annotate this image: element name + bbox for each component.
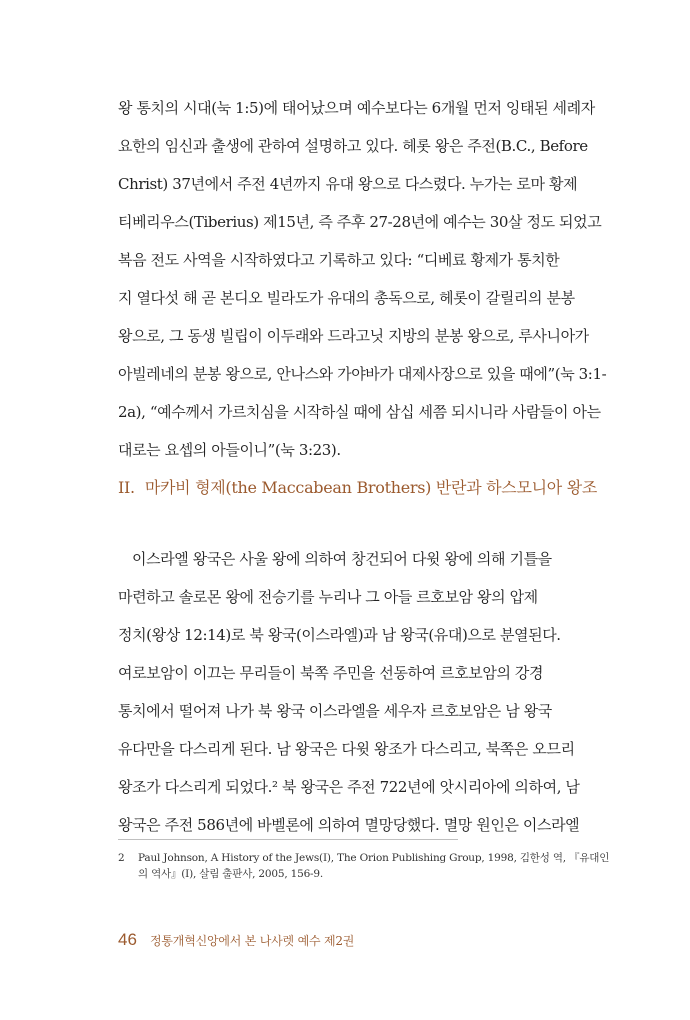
paragraph-line: 왕조가 다스리게 되었다.² 북 왕국은 주전 722년에 앗시리아에 의하여, 남: [118, 778, 580, 796]
section-number: II.: [118, 478, 135, 497]
paragraph-line: 왕국은 주전 586년에 바벨론에 의하여 멸망당했다. 멸망 원인은 이스라엘: [118, 816, 580, 834]
section-title: 마카비 형제(the Maccabean Brothers) 반란과 하스모니아 왕조: [144, 478, 598, 497]
paragraph-line: 마련하고 솔로몬 왕에 전승기를 누리나 그 아들 르호보암 왕의 압제: [118, 588, 538, 606]
paragraph-line: 여로보암이 이끄는 무리들이 북쪽 주민을 선동하여 르호보암의 강경: [118, 664, 544, 682]
paragraph-line: 티베리우스(Tiberius) 제15년, 즉 주후 27-28년에 예수는 30살 정도 되었고: [118, 213, 602, 231]
paragraph-line: 요한의 임신과 출생에 관하여 설명하고 있다. 헤롯 왕은 주전(B.C., Before: [118, 137, 588, 155]
paragraph-line: 이스라엘 왕국은 사울 왕에 의하여 창건되어 다윗 왕에 의해 기틀을: [132, 550, 552, 568]
page-footer: [118, 930, 354, 950]
footnote-divider: [118, 839, 458, 840]
paragraph-line: 대로는 요셉의 아들이니”(눅 3:23).: [118, 441, 341, 459]
paragraph-line: 왕 통치의 시대(눅 1:5)에 태어났으며 예수보다는 6개월 먼저 잉태된 세례자: [118, 99, 595, 117]
paragraph-line: 왕으로, 그 동생 빌립이 이두래와 드라고닛 지방의 분봉 왕으로, 루사니아가: [118, 327, 589, 345]
book-title: 정통개혁신앙에서 본 나사렛 예수 제2권: [150, 934, 355, 948]
paragraph-line: 정치(왕상 12:14)로 북 왕국(이스라엘)과 남 왕국(유대)으로 분열된다.: [118, 626, 561, 644]
page-number: 46: [118, 930, 137, 949]
paragraph-line: Christ) 37년에서 주전 4년까지 유대 왕으로 다스렸다. 누가는 로마 황제: [118, 175, 578, 193]
paragraph-line: 지 열다섯 해 곧 본디오 빌라도가 유대의 총독으로, 헤롯이 갈릴리의 분봉: [118, 289, 575, 307]
paragraph-line: 통치에서 떨어져 나가 북 왕국 이스라엘을 세우자 르호보암은 남 왕국: [118, 702, 552, 720]
footnote-number: 2: [118, 852, 125, 864]
footnote-line: 의 역사』(I), 살림 출판사, 2005, 156-9.: [138, 868, 324, 880]
section-heading: [118, 475, 597, 498]
paragraph-line: 복음 전도 사역을 시작하였다고 기록하고 있다: “디베료 황제가 통치한: [118, 251, 560, 269]
paragraph-line: 2a), “예수께서 가르치심을 시작하실 때에 삼십 세쯤 되시니라 사람들이 아는: [118, 403, 601, 421]
footnote: [118, 850, 610, 882]
paragraph-line: 유다만을 다스리게 된다. 남 왕국은 다윗 왕조가 다스리고, 북쪽은 오므리: [118, 740, 575, 758]
footnote-line: Paul Johnson, A History of the Jews(I), The Orion Publishing Group, 1998, 김한성 역, 『유대인: [138, 852, 610, 864]
paragraph-line: 아빌레네의 분봉 왕으로, 안나스와 가야바가 대제사장으로 있을 때에”(눅 3:1-: [118, 365, 607, 383]
